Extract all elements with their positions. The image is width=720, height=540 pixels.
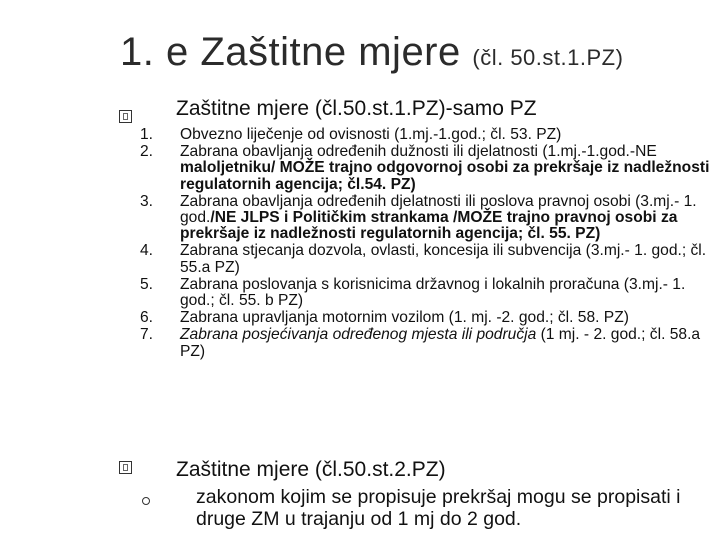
- list-item: [140, 127, 710, 143]
- section1-heading: Zaštitne mjere (čl.50.st.1.PZ)-samo PZ: [176, 97, 537, 120]
- ring-bullet-icon: [142, 497, 150, 505]
- slide-title: [120, 30, 623, 75]
- list-item: [140, 194, 710, 243]
- list-item-text: [180, 310, 710, 326]
- list-item-text: [180, 194, 710, 243]
- list-item-number: 6.: [140, 309, 154, 327]
- list-item-text-part: Zabrana upravljanja motornim vozilom (1. mj. -2. god.; čl. 58. PZ): [180, 309, 629, 327]
- section2-heading: Zaštitne mjere (čl.50.st.2.PZ): [176, 458, 446, 481]
- square-bullet-icon: [119, 461, 132, 474]
- list-item-text-part: Zabrana obavljanja određenih djelatnosti ili poslova pravnoj osobi (3.mj.- 1. god.: [180, 192, 697, 227]
- list-item-text-part: (1 mj. - 2. god.; čl. 58.a PZ): [180, 326, 701, 360]
- title-main: 1. e Zaštitne mjere: [120, 30, 461, 74]
- list-item-number: 1.: [140, 126, 154, 143]
- square-bullet-icon: [119, 110, 132, 123]
- list-item-text: [180, 277, 710, 309]
- list-item-text-part: Zabrana posjećivanja određenog mjesta ili područja: [180, 326, 537, 344]
- list-item-number: 4.: [140, 242, 154, 260]
- list-item-number: 5.: [140, 275, 154, 293]
- list-item: [140, 277, 710, 309]
- list-item: [140, 327, 710, 359]
- list-item-text: [180, 144, 710, 193]
- list-item: [140, 310, 710, 326]
- list-item-text-part: Obvezno liječenje od ovisnosti (1.mj.-1.god.; čl. 53. PZ): [180, 126, 562, 143]
- list-item-number: 3.: [140, 192, 154, 210]
- list-item-text: [180, 327, 710, 359]
- list-item-text-part: Zabrana stjecanja dozvola, ovlasti, koncesija ili subvencija (3.mj.- 1. god.; čl. 55.a PZ): [180, 242, 707, 276]
- title-subtitle: (čl. 50.st.1.PZ): [472, 45, 624, 70]
- list-item-text-part: Zabrana obavljanja određenih dužnosti ili djelatnosti (1.mj.-1.god.-NE: [180, 143, 657, 161]
- list-item-number: 7.: [140, 326, 154, 344]
- list-item: [140, 243, 710, 275]
- list-item-text-part: /NE JLPS i Političkim strankama /MOŽE trajno pravnoj osobi za prekršaje iz nadležnosti regulatornih agencija; čl. 55. PZ): [180, 209, 678, 243]
- list-item-text-part: Zabrana poslovanja s korisnicima državnog i lokalnih proračuna (3.mj.- 1. god.; čl. 55. b PZ): [180, 275, 686, 310]
- list-item-text: [180, 127, 710, 143]
- list-item-text: [180, 243, 710, 275]
- list-item: [140, 144, 710, 193]
- list-item-number: 2.: [140, 143, 154, 161]
- section2-subitem: zakonom kojim se propisuje prekršaj mogu se propisati i druge ZM u trajanju od 1 mj do 2 god.: [196, 486, 681, 530]
- list-item-text-part: maloljetniku/ MOŽE trajno odgovornoj osobi za prekršaje iz nadležnosti regulatornih agencija; čl.54. PZ): [180, 159, 710, 193]
- numbered-list: [140, 127, 710, 361]
